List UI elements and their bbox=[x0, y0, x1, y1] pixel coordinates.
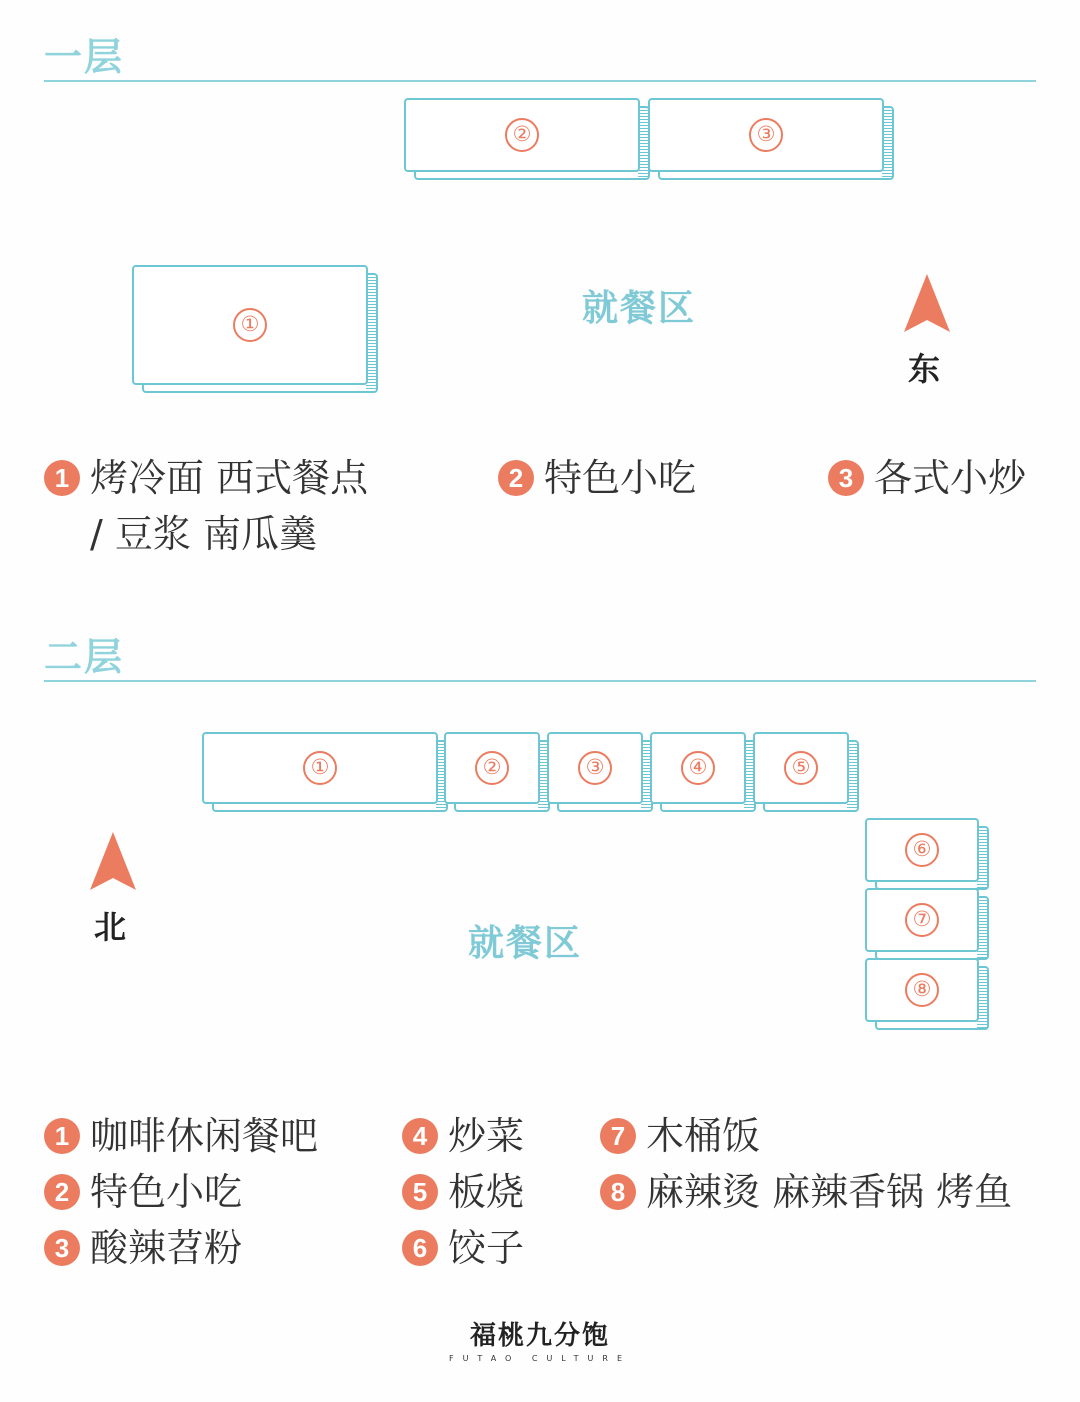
floor2-legend-item-1 bbox=[44, 1108, 318, 1164]
floor2-legend-item-7 bbox=[600, 1108, 760, 1164]
legend-number-badge: 4 bbox=[402, 1118, 438, 1154]
stall-number: ⑥ bbox=[905, 833, 939, 867]
stall-number: ④ bbox=[681, 751, 715, 785]
floor1-title: 一层 bbox=[44, 35, 125, 79]
floor2-direction-label: 北 bbox=[94, 908, 127, 946]
arrow-up-icon bbox=[904, 274, 950, 334]
floor1-stall-3[interactable] bbox=[648, 98, 894, 180]
floor2-stall-3[interactable] bbox=[547, 732, 653, 812]
legend-text: 特色小吃 bbox=[90, 1170, 243, 1214]
floor2-stall-7[interactable] bbox=[865, 888, 989, 960]
floor2-divider bbox=[44, 680, 1036, 682]
floor2-stall-6[interactable] bbox=[865, 818, 989, 890]
legend-text: 特色小吃 bbox=[544, 456, 697, 500]
stall-number: ③ bbox=[749, 118, 783, 152]
legend-number-badge: 8 bbox=[600, 1174, 636, 1210]
legend-text: 饺子 bbox=[448, 1226, 525, 1270]
floor2-legend-item-5 bbox=[402, 1164, 524, 1220]
floor2-dining-area-label: 就餐区 bbox=[468, 923, 583, 964]
floor2-legend-item-8 bbox=[600, 1164, 1012, 1220]
legend-text: 咖啡休闲餐吧 bbox=[90, 1114, 319, 1158]
brand-name: 福桃九分饱 bbox=[469, 1321, 610, 1351]
legend-text: 炒菜 bbox=[448, 1114, 525, 1158]
floor2-legend-item-4 bbox=[402, 1108, 524, 1164]
floor2-legend-item-3 bbox=[44, 1220, 242, 1276]
floor1-legend-item-3 bbox=[828, 450, 1026, 506]
floor2-legend-item-2 bbox=[44, 1164, 242, 1220]
stall-number: ① bbox=[303, 751, 337, 785]
floor1-divider bbox=[44, 80, 1036, 82]
stall-number: ① bbox=[233, 308, 267, 342]
floor1-legend-item-1 bbox=[44, 450, 368, 562]
legend-text: 各式小炒 bbox=[874, 456, 1027, 500]
legend-text-line2: / 豆浆 南瓜羹 bbox=[90, 512, 317, 556]
legend-number-badge: 5 bbox=[402, 1174, 438, 1210]
floor1-stall-2[interactable] bbox=[404, 98, 650, 180]
floor2-stall-2[interactable] bbox=[444, 732, 550, 812]
brand-subtitle: FUTAO CULTURE bbox=[448, 1354, 632, 1363]
stall-number: ③ bbox=[578, 751, 612, 785]
legend-number-badge: 3 bbox=[44, 1230, 80, 1266]
floor1-direction-label: 东 bbox=[908, 350, 941, 388]
stall-number: ② bbox=[505, 118, 539, 152]
legend-text: 酸辣苕粉 bbox=[90, 1226, 243, 1270]
legend-number-badge: 1 bbox=[44, 1118, 80, 1154]
stall-number: ⑧ bbox=[905, 973, 939, 1007]
floor2-legend-item-6 bbox=[402, 1220, 524, 1276]
floor1-dining-area-label: 就餐区 bbox=[582, 288, 697, 329]
floor2-stall-4[interactable] bbox=[650, 732, 756, 812]
legend-text: 烤冷面 西式餐点 bbox=[90, 456, 369, 500]
floor2-title: 二层 bbox=[44, 635, 125, 679]
legend-text: 木桶饭 bbox=[646, 1114, 761, 1158]
legend-number-badge: 2 bbox=[44, 1174, 80, 1210]
legend-number-badge: 1 bbox=[44, 460, 80, 496]
floor2-stall-1[interactable] bbox=[202, 732, 448, 812]
arrow-up-icon bbox=[90, 832, 136, 892]
legend-number-badge: 3 bbox=[828, 460, 864, 496]
legend-text: 麻辣烫 麻辣香锅 烤鱼 bbox=[646, 1170, 1013, 1214]
stall-number: ⑦ bbox=[905, 903, 939, 937]
floor2-stall-5[interactable] bbox=[753, 732, 859, 812]
brand-logo bbox=[440, 1315, 640, 1363]
legend-number-badge: 2 bbox=[498, 460, 534, 496]
floor2-stall-8[interactable] bbox=[865, 958, 989, 1030]
stall-number: ② bbox=[475, 751, 509, 785]
legend-number-badge: 6 bbox=[402, 1230, 438, 1266]
floor1-stall-1[interactable] bbox=[132, 265, 378, 393]
legend-text: 板烧 bbox=[448, 1170, 525, 1214]
stall-number: ⑤ bbox=[784, 751, 818, 785]
legend-number-badge: 7 bbox=[600, 1118, 636, 1154]
floor1-legend-item-2 bbox=[498, 450, 696, 506]
